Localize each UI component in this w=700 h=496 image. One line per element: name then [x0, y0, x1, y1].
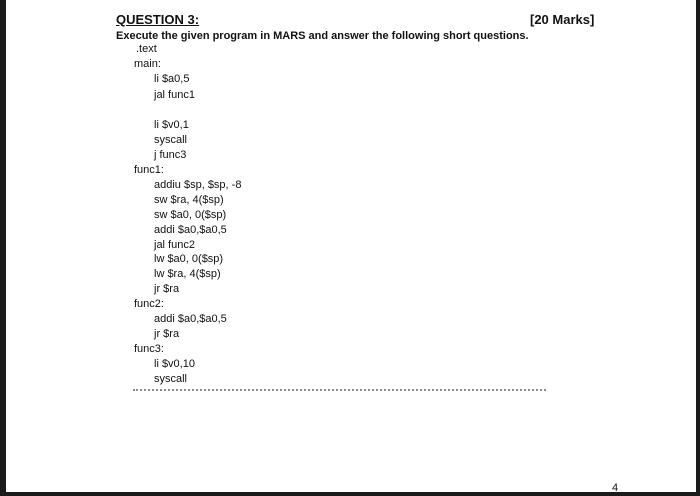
code-line: sw $a0, 0($sp)	[154, 209, 227, 221]
code-line: lw $a0, 0($sp)	[154, 253, 224, 265]
page-number: 4	[612, 482, 619, 494]
code-line: li $v0,1	[154, 119, 189, 131]
code-line: jal func1	[154, 89, 195, 101]
page-edge-left	[0, 0, 6, 496]
question-instruction: Execute the given program in MARS and answer the following short questions.	[116, 30, 529, 42]
code-line: li $v0,10	[154, 358, 195, 370]
code-line: j func3	[154, 149, 187, 161]
page-edge-right	[696, 0, 700, 496]
code-line: sw $ra, 4($sp)	[154, 194, 224, 206]
code-line: jr $ra	[154, 283, 180, 295]
code-line: jr $ra	[154, 328, 180, 340]
question-marks: [20 Marks]	[530, 12, 595, 27]
code-line-label-func3: func3:	[134, 343, 164, 355]
code-line: jal func2	[154, 239, 195, 251]
code-line: syscall	[154, 134, 188, 146]
code-line: syscall	[154, 373, 188, 385]
code-line-label-func1: func1:	[134, 164, 164, 176]
code-line-directive: .text	[136, 43, 157, 55]
code-line: addiu $sp, $sp, -8	[154, 179, 242, 191]
code-line: li $a0,5	[154, 73, 190, 85]
code-line: addi $a0,$a0,5	[154, 224, 227, 236]
question-title: QUESTION 3:	[116, 12, 200, 27]
code-line-label-func2: func2:	[134, 298, 164, 310]
code-line: lw $ra, 4($sp)	[154, 268, 221, 280]
dotted-divider	[133, 389, 546, 391]
page-edge-bottom	[0, 492, 700, 496]
code-line: addi $a0,$a0,5	[154, 313, 227, 325]
code-line-label-main: main:	[134, 58, 161, 70]
